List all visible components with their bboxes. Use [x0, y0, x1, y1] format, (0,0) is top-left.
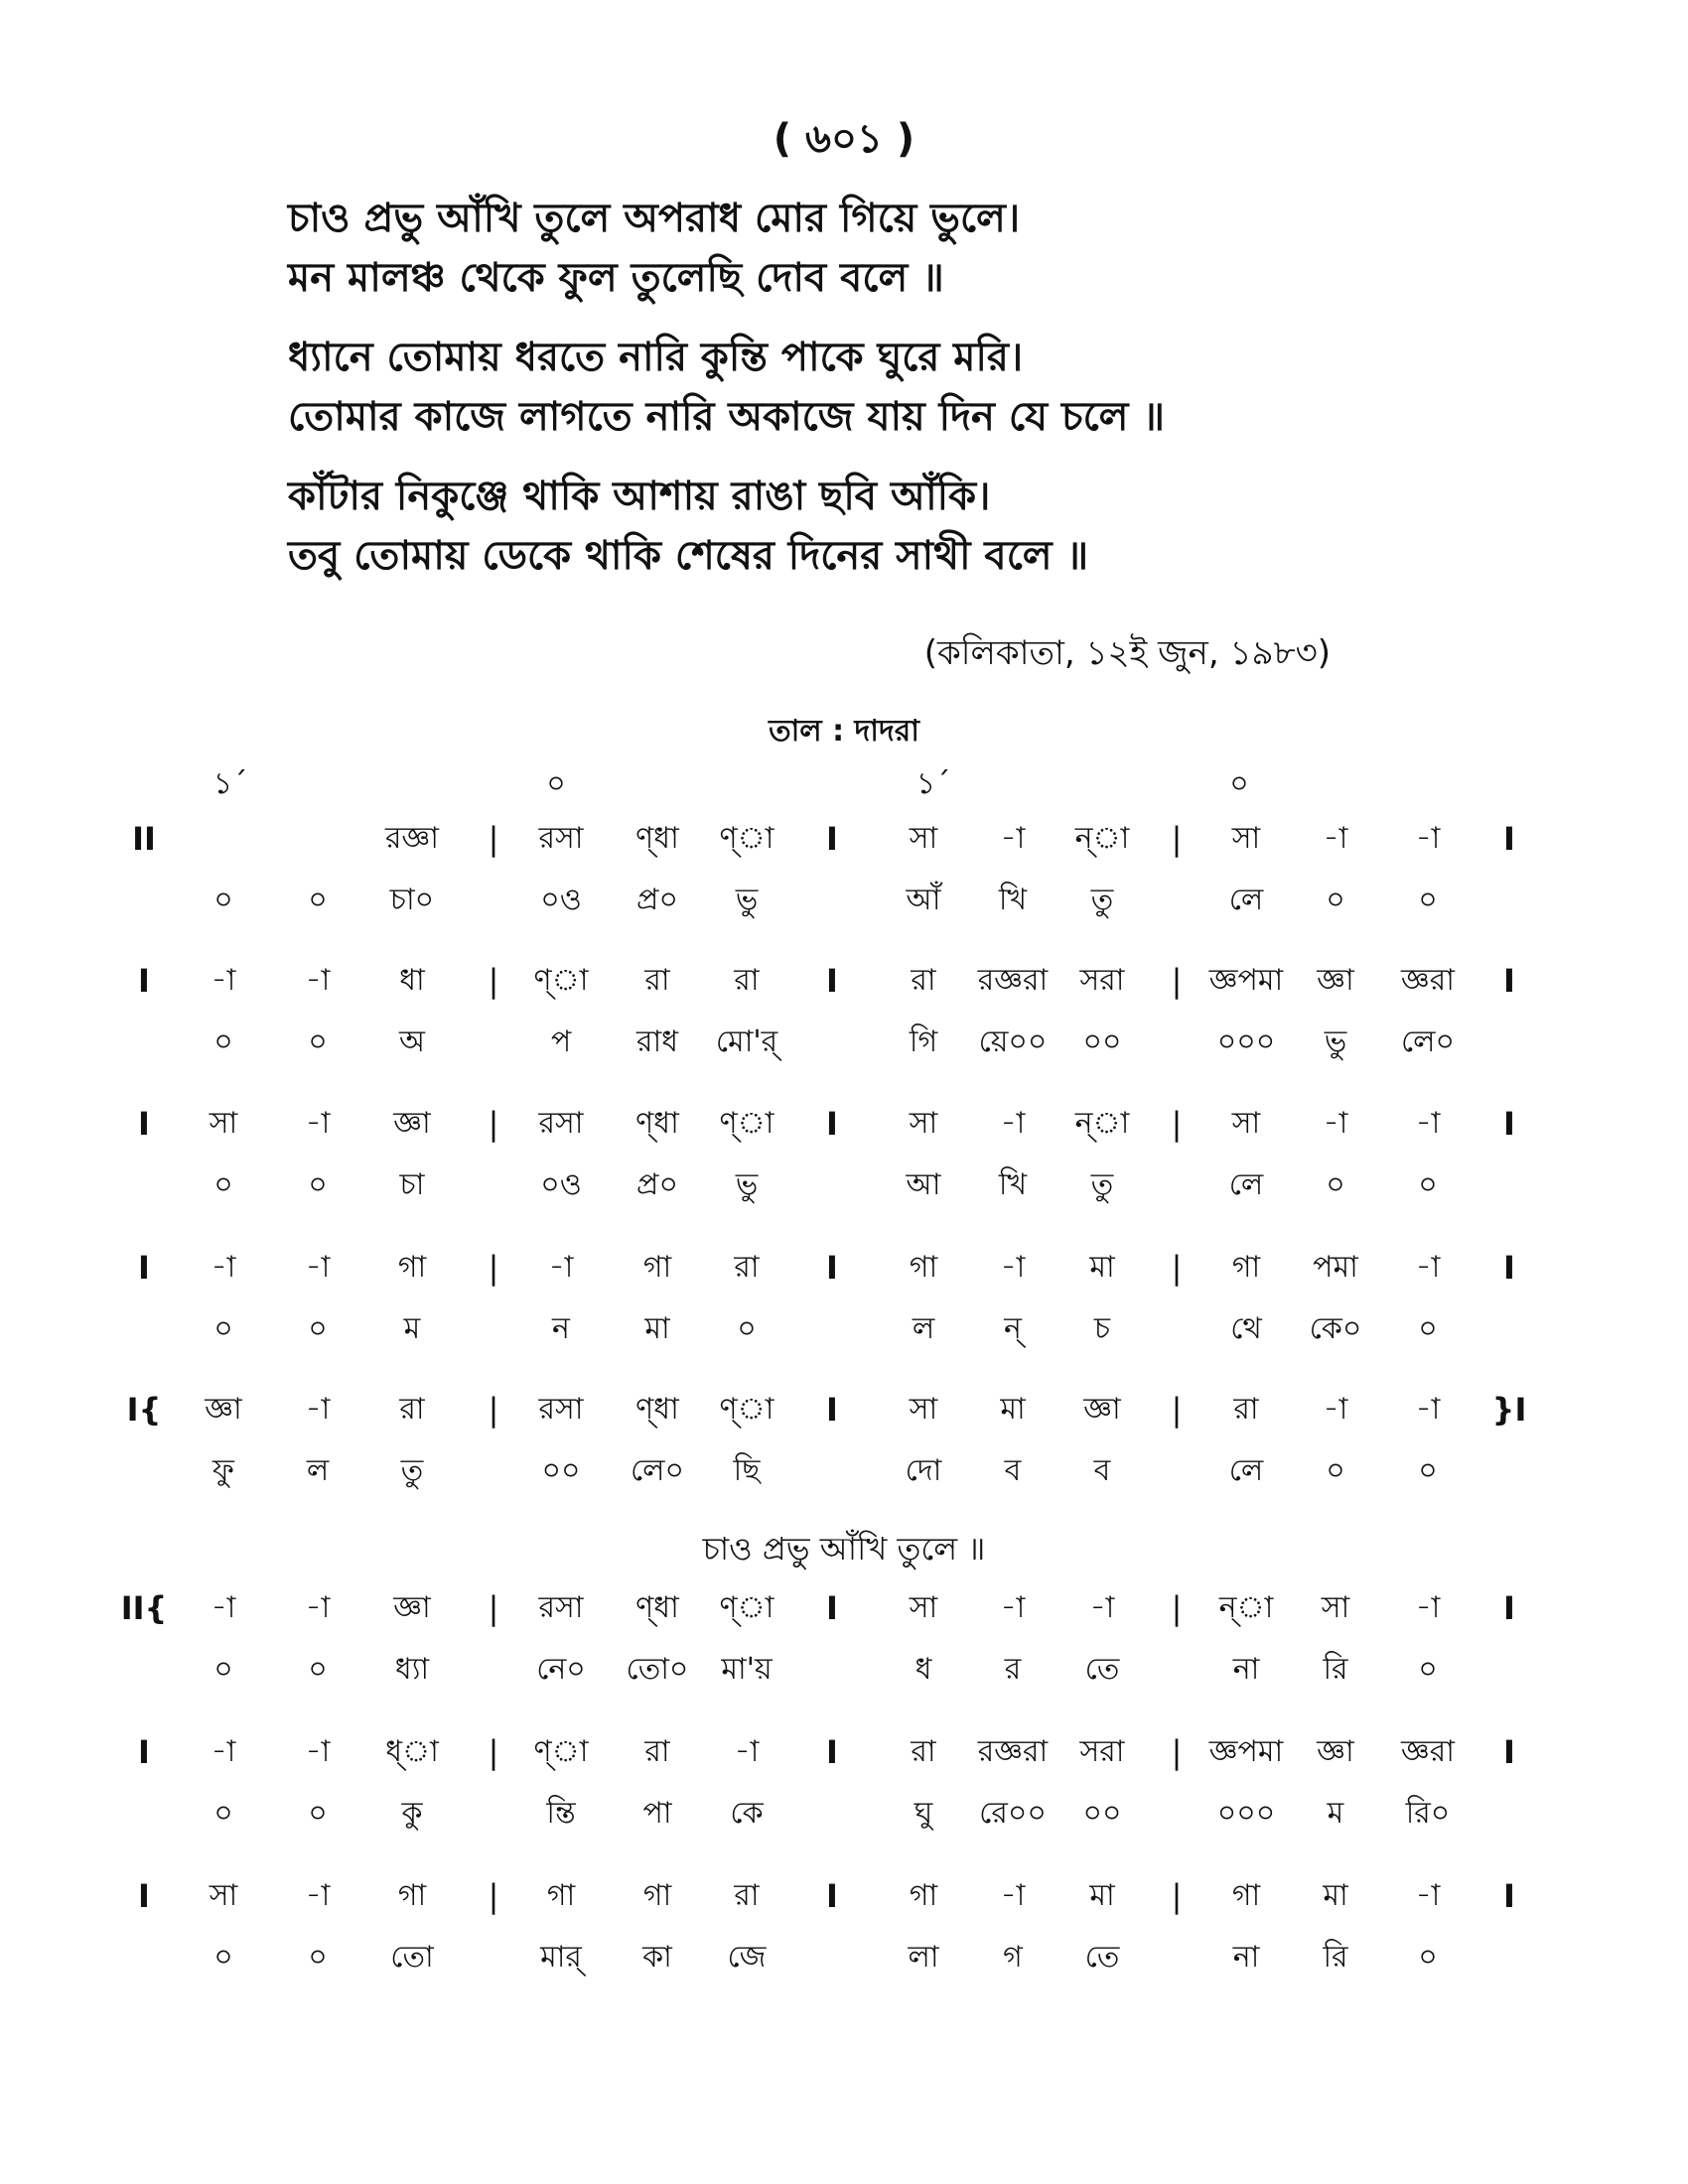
lyric-cell: ০ — [213, 1796, 233, 1831]
note-cell: -া — [1415, 1590, 1441, 1625]
row-end-barline: I — [1503, 1877, 1515, 1915]
lyric-cell: ম — [1327, 1796, 1344, 1831]
verse-2 — [288, 328, 1599, 447]
note-cell: -া — [1415, 1878, 1441, 1913]
barline: | — [488, 1105, 499, 1143]
verse-line: তোমার কাজে লাগতে নারি অকাজে যায় দিন যে চলে ॥ — [288, 394, 1166, 440]
note-cell: রসা — [538, 1590, 584, 1625]
note-cell: -া — [305, 963, 331, 998]
verse-line: কাঁটার নিকুঞ্জে থাকি আশায় রাঙা ছবি আঁকি। — [288, 474, 991, 519]
lyric-cell: ঘু — [914, 1796, 933, 1831]
barline: I — [826, 1105, 838, 1143]
note-cell: -া — [305, 1590, 331, 1625]
note-cell: -া — [305, 1734, 331, 1769]
note-cell: ণ্ধা — [635, 1590, 679, 1625]
lyric-cell: য়ে০০ — [978, 1024, 1048, 1059]
note-cell: -া — [1323, 1106, 1348, 1141]
lyric-cell: ০০ — [541, 1453, 581, 1488]
lyric-cell: মা — [644, 1311, 670, 1346]
row-end-barline: I — [1503, 820, 1515, 858]
lyric-cell: লে — [1228, 1453, 1264, 1488]
notation-row — [0, 961, 1688, 1090]
note-cell: রা — [644, 963, 670, 998]
notation-row — [0, 1390, 1688, 1519]
lyric-cell: ভু — [1324, 1024, 1347, 1059]
place-date: (কলিকাতা, ১২ই জুন, ১৯৮৩) — [923, 633, 1331, 673]
note-cell: গা — [909, 1878, 938, 1913]
note-cell: রা — [911, 1734, 936, 1769]
lyric-cell: ০ও — [540, 1167, 582, 1202]
barline: | — [488, 1589, 499, 1627]
note-cell: -া — [1000, 1106, 1026, 1141]
note-cell: জ্ঞরা — [1401, 1734, 1455, 1769]
note-cell: ন্া — [1218, 1590, 1274, 1625]
row-start-barline: I{ — [126, 1391, 162, 1429]
barline: I — [826, 1391, 838, 1429]
barline: | — [1171, 1733, 1183, 1771]
notation-row — [0, 1588, 1688, 1717]
barline: | — [1171, 1391, 1183, 1429]
note-cell: -া — [305, 1106, 331, 1141]
note-cell: গা — [546, 1878, 576, 1913]
lyric-cell: ছি — [733, 1453, 761, 1488]
taal-label: তাল : দাদরা — [769, 714, 919, 749]
lyric-cell: চ — [1093, 1311, 1111, 1346]
row-start-barline: I — [138, 1105, 150, 1143]
note-cell: সা — [1231, 1106, 1261, 1141]
barline: I — [826, 1249, 838, 1287]
verse-line: মন মালঞ্চ থেকে ফুল তুলেছি দোব বলে ॥ — [288, 255, 944, 301]
note-cell: সা — [209, 1878, 238, 1913]
lyric-cell: ০০০ — [1216, 1024, 1276, 1059]
note-cell: ণ্া — [719, 821, 774, 856]
lyric-cell: ০ — [737, 1311, 757, 1346]
note-cell: ণ্া — [719, 1590, 774, 1625]
note-cell: মা — [1323, 1878, 1348, 1913]
row-end-barline: I — [1503, 1249, 1515, 1287]
lyric-cell: ০ — [213, 883, 233, 917]
lyric-cell: ০০ — [1082, 1796, 1122, 1831]
lyric-cell: চা০ — [389, 883, 435, 917]
note-cell: পমা — [1313, 1250, 1358, 1285]
lyric-cell: ০ — [213, 1311, 233, 1346]
lyric-cell: তু — [1090, 883, 1114, 917]
lyric-cell: আ — [906, 1167, 941, 1202]
note-cell: সা — [209, 1106, 238, 1141]
lyric-cell: তু — [1090, 1167, 1114, 1202]
note-cell: -া — [1415, 1392, 1441, 1427]
note-cell: রসা — [538, 1106, 584, 1141]
verse-1 — [288, 189, 1599, 308]
row-start-barline: I — [138, 1733, 150, 1771]
note-cell: ণ্া — [719, 1392, 774, 1427]
note-cell: রা — [399, 1392, 425, 1427]
lyric-cell: ০০ — [1082, 1024, 1122, 1059]
lyric-cell: লে০ — [630, 1453, 685, 1488]
lyric-cell: ন্ — [1004, 1311, 1022, 1346]
note-cell: -া — [305, 1392, 331, 1427]
note-cell: রজ্ঞরা — [977, 963, 1049, 998]
lyric-cell: ০ — [1326, 883, 1345, 917]
lyric-cell: ভু — [735, 883, 759, 917]
lyric-cell: ০ — [1418, 1652, 1438, 1687]
barline: | — [1171, 1105, 1183, 1143]
notation-row — [0, 1248, 1688, 1377]
note-cell: -া — [211, 1734, 236, 1769]
verse-3 — [288, 467, 1599, 586]
lyric-cell: ০ — [213, 1652, 233, 1687]
lyric-cell: পা — [642, 1796, 672, 1831]
lyric-cell: ০ — [1418, 1167, 1438, 1202]
note-cell: সরা — [1079, 963, 1125, 998]
note-cell: জ্ঞা — [393, 1590, 431, 1625]
lyric-cell: কে — [730, 1796, 764, 1831]
notation-row — [0, 819, 1688, 948]
row-end-barline: I — [1503, 962, 1515, 1000]
note-cell: সা — [1321, 1590, 1350, 1625]
barline: | — [1171, 1589, 1183, 1627]
lyric-cell: ল — [306, 1453, 330, 1488]
row-start-barline: I — [138, 1877, 150, 1915]
note-cell: রা — [734, 1250, 760, 1285]
lyric-cell: ন্তি — [546, 1796, 576, 1831]
note-cell: সা — [1231, 821, 1261, 856]
note-cell: -া — [211, 963, 236, 998]
lyric-cell: খি — [998, 883, 1028, 917]
barline: | — [1171, 1877, 1183, 1915]
lyric-cell: ০ — [213, 1024, 233, 1059]
lyric-cell: লে — [1228, 883, 1264, 917]
note-cell: রসা — [538, 1392, 584, 1427]
lyric-cell: গ — [1003, 1940, 1023, 1975]
lyric-cell: ধ — [914, 1652, 932, 1687]
note-cell: -া — [1000, 821, 1026, 856]
lyric-cell: না — [1232, 1940, 1260, 1975]
lyric-cell: ০ — [1418, 1940, 1438, 1975]
lyric-cell: তো০ — [626, 1652, 689, 1687]
lyric-cell: খি — [998, 1167, 1028, 1202]
row-end-barline: }I — [1491, 1391, 1527, 1429]
lyric-cell: তে — [1084, 1652, 1120, 1687]
note-cell: ণ্া — [533, 963, 589, 998]
lyric-cell: জে — [727, 1940, 767, 1975]
note-cell: -া — [1000, 1250, 1026, 1285]
lyric-cell: ০ — [308, 1024, 328, 1059]
note-cell: গা — [909, 1250, 938, 1285]
lyric-cell: ধ্যা — [394, 1652, 430, 1687]
barline: | — [1171, 1249, 1183, 1287]
barline: | — [488, 1249, 499, 1287]
note-cell: গা — [397, 1878, 427, 1913]
note-cell: গা — [642, 1250, 672, 1285]
note-cell: জ্ঞরা — [1401, 963, 1455, 998]
barline: | — [488, 1877, 499, 1915]
lyric-cell: অ — [399, 1024, 425, 1059]
note-cell: -া — [1415, 1106, 1441, 1141]
note-cell: রা — [1233, 1392, 1259, 1427]
beat-marks — [0, 759, 1688, 809]
note-cell: রা — [911, 963, 936, 998]
note-cell: -া — [548, 1250, 574, 1285]
lyric-cell: গি — [909, 1024, 938, 1059]
lyric-cell: কে০ — [1309, 1311, 1362, 1346]
note-cell: রা — [734, 963, 760, 998]
row-start-barline: I — [138, 1249, 150, 1287]
note-cell: রা — [644, 1734, 670, 1769]
lyric-cell: ০ — [308, 1940, 328, 1975]
lyric-cell: রি — [1323, 1940, 1348, 1975]
refrain-line: চাও প্রভু আঁখি তুলে ॥ — [702, 1530, 986, 1568]
note-cell: -া — [734, 1734, 760, 1769]
barline: I — [826, 962, 838, 1000]
note-cell: ণ্ধা — [635, 1106, 679, 1141]
note-cell: -া — [211, 1250, 236, 1285]
row-end-barline: I — [1503, 1105, 1515, 1143]
note-cell: সা — [909, 1106, 938, 1141]
lyric-cell: ০ — [213, 1940, 233, 1975]
note-cell: গা — [1231, 1250, 1261, 1285]
note-cell: ন্া — [1074, 821, 1130, 856]
lyric-cell: ০ — [1326, 1453, 1345, 1488]
lyric-cell: ম — [403, 1311, 421, 1346]
lyric-cell: কু — [401, 1796, 423, 1831]
note-cell: -া — [1323, 821, 1348, 856]
note-cell: গা — [397, 1250, 427, 1285]
lyric-cell: লে — [1228, 1167, 1264, 1202]
note-cell: রা — [734, 1878, 760, 1913]
lyric-cell: তো — [390, 1940, 434, 1975]
barline: | — [488, 820, 499, 858]
lyric-cell: র — [1004, 1652, 1022, 1687]
note-cell: মা — [1000, 1392, 1026, 1427]
lyric-cell: ০ — [213, 1167, 233, 1202]
row-start-barline: II{ — [120, 1589, 168, 1627]
lyric-cell: মো'র্ — [715, 1024, 778, 1059]
lyric-cell: প্র০ — [636, 883, 678, 917]
note-cell: ণ্া — [533, 1734, 589, 1769]
lyric-cell: মার্ — [540, 1940, 582, 1975]
lyric-cell: ০ — [308, 1311, 328, 1346]
note-cell: গা — [642, 1878, 672, 1913]
note-cell: -া — [305, 1878, 331, 1913]
beat-mark: ০ — [546, 766, 566, 801]
lyric-cell: ০ — [1326, 1167, 1345, 1202]
note-cell: ধা — [399, 963, 425, 998]
note-cell: মা — [1089, 1878, 1115, 1913]
note-cell: সা — [909, 1392, 938, 1427]
note-cell: ধ্া — [385, 1734, 439, 1769]
lyric-cell: থে — [1230, 1311, 1262, 1346]
note-cell: রজ্ঞরা — [977, 1734, 1049, 1769]
lyric-cell: মা'য় — [721, 1652, 773, 1687]
note-cell: -া — [1089, 1590, 1115, 1625]
note-cell: জ্ঞপমা — [1208, 963, 1284, 998]
lyric-cell: লে০ — [1400, 1024, 1456, 1059]
lyric-cell: ০ — [308, 1652, 328, 1687]
barline: I — [826, 1877, 838, 1915]
barline: | — [488, 962, 499, 1000]
note-cell: -া — [305, 1250, 331, 1285]
barline: | — [488, 1391, 499, 1429]
note-cell: -া — [1415, 821, 1441, 856]
lyric-cell: ভু — [735, 1167, 759, 1202]
note-cell: সা — [909, 821, 938, 856]
beat-mark: ১´ — [915, 766, 951, 801]
note-cell: ণ্া — [719, 1106, 774, 1141]
note-cell: ণ্ধা — [635, 1392, 679, 1427]
note-cell: জ্ঞা — [1083, 1392, 1121, 1427]
note-cell: রসা — [538, 821, 584, 856]
lyric-cell: ০ — [1418, 1453, 1438, 1488]
lyric-cell: ল — [912, 1311, 935, 1346]
lyric-cell: রে০০ — [979, 1796, 1047, 1831]
note-cell: সরা — [1079, 1734, 1125, 1769]
lyric-cell: ০ — [1418, 883, 1438, 917]
note-cell: জ্ঞা — [205, 1392, 242, 1427]
lyric-cell: ০ও — [540, 883, 582, 917]
note-cell: -া — [1000, 1590, 1026, 1625]
lyric-cell: রাধ — [635, 1024, 679, 1059]
lyric-cell: দো — [905, 1453, 942, 1488]
lyric-cell: লা — [908, 1940, 939, 1975]
note-cell: রজ্ঞা — [385, 821, 439, 856]
lyric-cell: ০ — [308, 1796, 328, 1831]
lyric-cell: ব — [1093, 1453, 1111, 1488]
lyric-cell: আঁ — [906, 883, 941, 917]
note-cell: -া — [1323, 1392, 1348, 1427]
barline: | — [488, 1733, 499, 1771]
note-cell: সা — [909, 1590, 938, 1625]
note-cell: -া — [211, 1590, 236, 1625]
barline: I — [826, 1589, 838, 1627]
lyric-cell: তে — [1084, 1940, 1120, 1975]
verse-line: তবু তোমায় ডেকে থাকি শেষের দিনের সাথী বলে ॥ — [288, 533, 1089, 579]
row-start-barline: II — [132, 820, 156, 858]
lyric-cell: ০ — [308, 1167, 328, 1202]
notation-row — [0, 1104, 1688, 1233]
lyric-cell: ব — [1004, 1453, 1022, 1488]
lyric-cell: চা — [399, 1167, 425, 1202]
barline: I — [826, 1733, 838, 1771]
row-start-barline: I — [138, 962, 150, 1000]
page-number: ( ৬০১ ) — [773, 116, 915, 162]
lyric-cell: ০ — [308, 883, 328, 917]
lyric-cell: ০০০ — [1216, 1796, 1276, 1831]
note-cell: জ্ঞা — [1317, 1734, 1354, 1769]
beat-mark: ১´ — [212, 766, 248, 801]
verse-line: ধ্যানে তোমায় ধরতে নারি কুন্তি পাকে ঘুরে মরি। — [288, 335, 1024, 380]
lyric-cell: রি — [1323, 1652, 1348, 1687]
beat-mark: ০ — [1229, 766, 1249, 801]
verse-line: চাও প্রভু আঁখি তুলে অপরাধ মোর গিয়ে ভুলে। — [288, 196, 1021, 241]
notation-row — [0, 1732, 1688, 1861]
lyric-cell: রি০ — [1405, 1796, 1451, 1831]
note-cell: জ্ঞা — [1317, 963, 1354, 998]
note-cell: ণ্ধা — [635, 821, 679, 856]
lyric-cell: না — [1232, 1652, 1260, 1687]
lyric-cell: নে০ — [536, 1652, 586, 1687]
note-cell: মা — [1089, 1250, 1115, 1285]
note-cell: ন্া — [1074, 1106, 1130, 1141]
barline: I — [826, 820, 838, 858]
barline: | — [1171, 820, 1183, 858]
row-end-barline: I — [1503, 1589, 1515, 1627]
lyric-cell: প — [550, 1024, 572, 1059]
note-cell: গা — [1231, 1878, 1261, 1913]
lyric-cell: ফু — [212, 1453, 234, 1488]
lyric-cell: ন — [552, 1311, 570, 1346]
row-end-barline: I — [1503, 1733, 1515, 1771]
note-cell: জ্ঞপমা — [1208, 1734, 1284, 1769]
lyric-cell: তু — [400, 1453, 424, 1488]
note-cell: -া — [1415, 1250, 1441, 1285]
notation-row — [0, 1876, 1688, 2005]
lyric-cell: কা — [642, 1940, 672, 1975]
lyric-cell: ০ — [1418, 1311, 1438, 1346]
note-cell: -া — [1000, 1878, 1026, 1913]
barline: | — [1171, 962, 1183, 1000]
lyric-cell: প্র০ — [636, 1167, 678, 1202]
note-cell: জ্ঞা — [393, 1106, 431, 1141]
